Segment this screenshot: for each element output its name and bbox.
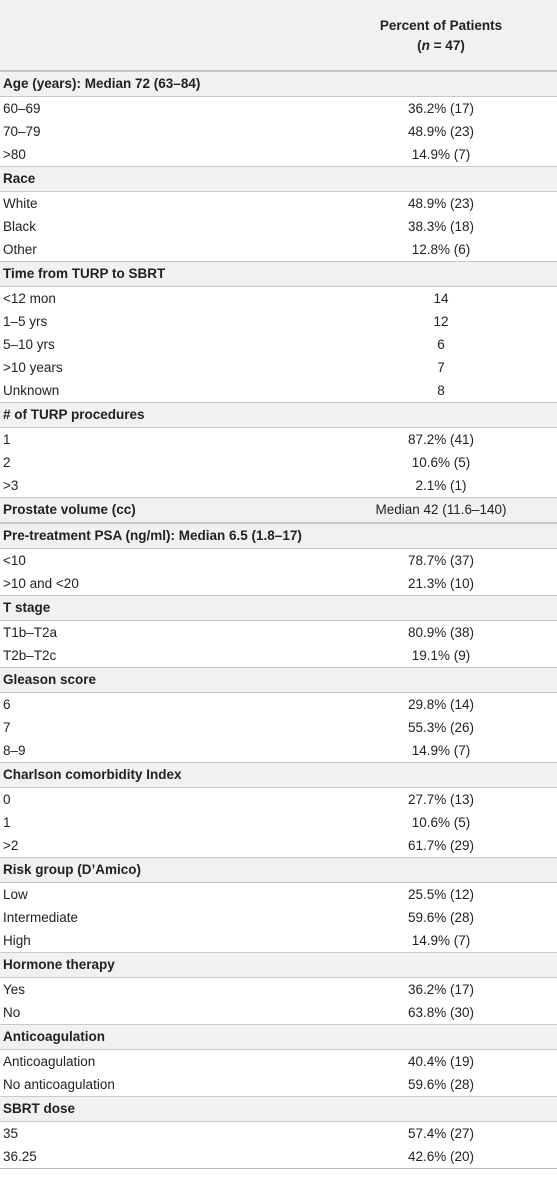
row-value: 80.9% (38) — [407, 625, 475, 640]
table-row — [0, 1073, 557, 1096]
row-value: 40.4% (19) — [407, 1054, 475, 1069]
section-title: SBRT dose — [3, 1101, 76, 1116]
table-row — [0, 215, 557, 238]
row-label: >10 and <20 — [3, 576, 79, 591]
table-row — [0, 572, 557, 595]
row-value: 7 — [437, 360, 445, 375]
row-label: <12 mon — [3, 291, 56, 306]
row-label: >10 years — [3, 360, 63, 375]
row-label: >80 — [3, 147, 26, 162]
row-value: 63.8% (30) — [407, 1005, 475, 1020]
table-row — [0, 333, 557, 356]
table-row — [0, 238, 557, 261]
section-header — [0, 497, 557, 523]
row-value: 29.8% (14) — [407, 697, 475, 712]
table-row — [0, 451, 557, 474]
row-label: No anticoagulation — [3, 1077, 115, 1092]
row-label: 70–79 — [3, 124, 41, 139]
row-label: <10 — [3, 553, 26, 568]
row-value: 27.7% (13) — [407, 792, 475, 807]
row-label: Other — [3, 242, 37, 257]
row-value: 42.6% (20) — [407, 1149, 475, 1164]
row-label: Black — [3, 219, 37, 234]
table-row — [0, 811, 557, 834]
row-value: 36.2% (17) — [407, 982, 475, 997]
section-title: Race — [3, 171, 36, 186]
row-value: 36.2% (17) — [407, 101, 475, 116]
section-header — [0, 523, 557, 549]
section-inline-value: Median 42 (11.6–140) — [375, 502, 507, 517]
row-value: 19.1% (9) — [411, 648, 471, 663]
row-label: 1 — [3, 432, 11, 447]
row-label: White — [3, 196, 38, 211]
row-label: >2 — [3, 838, 19, 853]
table-row — [0, 1001, 557, 1024]
section-header — [0, 857, 557, 883]
row-label: >3 — [3, 478, 19, 493]
section-title: Prostate volume (cc) — [3, 502, 136, 517]
row-label: 7 — [3, 720, 11, 735]
table-row — [0, 644, 557, 667]
table-row — [0, 716, 557, 739]
row-label: Yes — [3, 982, 26, 997]
open-paren: ( — [417, 38, 422, 53]
section-header — [0, 1024, 557, 1050]
section-header — [0, 1096, 557, 1122]
table-row — [0, 1145, 557, 1169]
row-label: 6 — [3, 697, 11, 712]
row-label: T1b–T2a — [3, 625, 58, 640]
table-row — [0, 621, 557, 644]
row-label: 36.25 — [3, 1149, 37, 1164]
section-header — [0, 402, 557, 428]
column-header-line1: Percent of Patients — [379, 18, 503, 33]
row-label: Unknown — [3, 383, 60, 398]
row-value: 55.3% (26) — [407, 720, 475, 735]
row-label: 8–9 — [3, 743, 26, 758]
section-header — [0, 952, 557, 978]
row-value: 48.9% (23) — [407, 196, 475, 211]
section-title: T stage — [3, 600, 51, 615]
section-header — [0, 71, 557, 97]
row-value: 6 — [437, 337, 445, 352]
row-label: 1 — [3, 815, 11, 830]
table-header — [0, 0, 557, 71]
section-header — [0, 261, 557, 287]
section-header — [0, 595, 557, 621]
row-value: 14.9% (7) — [411, 933, 471, 948]
n-label: n — [421, 38, 430, 53]
row-value: 48.9% (23) — [407, 124, 475, 139]
row-value: 12.8% (6) — [411, 242, 471, 257]
row-label: 1–5 yrs — [3, 314, 48, 329]
table-row — [0, 883, 557, 906]
table-row — [0, 97, 557, 120]
row-value: 10.6% (5) — [411, 815, 471, 830]
row-label: 2 — [3, 455, 11, 470]
table-row — [0, 1050, 557, 1073]
table-body — [0, 71, 557, 1169]
row-label: 0 — [3, 792, 11, 807]
table-row — [0, 474, 557, 497]
row-value: 12 — [433, 314, 449, 329]
row-value: 10.6% (5) — [411, 455, 471, 470]
row-value: 59.6% (28) — [407, 910, 475, 925]
table-row — [0, 549, 557, 572]
section-title: Gleason score — [3, 672, 97, 687]
table-row — [0, 356, 557, 379]
row-value: 59.6% (28) — [407, 1077, 475, 1092]
row-value: 8 — [437, 383, 445, 398]
table-row — [0, 379, 557, 402]
table-row — [0, 120, 557, 143]
table-row — [0, 428, 557, 451]
section-title: Hormone therapy — [3, 957, 115, 972]
section-title: Anticoagulation — [3, 1029, 105, 1044]
row-value: 14 — [433, 291, 449, 306]
column-header-line2 — [336, 37, 546, 55]
row-label: Intermediate — [3, 910, 79, 925]
row-value: 61.7% (29) — [407, 838, 475, 853]
row-value: 78.7% (37) — [407, 553, 475, 568]
table-row — [0, 287, 557, 310]
row-value: 2.1% (1) — [415, 478, 467, 493]
row-label: 5–10 yrs — [3, 337, 55, 352]
row-label: No — [3, 1005, 21, 1020]
row-label: Anticoagulation — [3, 1054, 96, 1069]
row-value: 14.9% (7) — [411, 147, 471, 162]
table-row — [0, 929, 557, 952]
row-label: 60–69 — [3, 101, 41, 116]
row-label: High — [3, 933, 31, 948]
table-row — [0, 192, 557, 215]
table-row — [0, 788, 557, 811]
row-label: 35 — [3, 1126, 19, 1141]
row-label: T2b–T2c — [3, 648, 57, 663]
row-value: 21.3% (10) — [407, 576, 475, 591]
row-value: 25.5% (12) — [407, 887, 475, 902]
row-value: 38.3% (18) — [407, 219, 475, 234]
row-value: 14.9% (7) — [411, 743, 471, 758]
section-title: # of TURP procedures — [3, 407, 145, 422]
section-header — [0, 667, 557, 693]
table-row — [0, 834, 557, 857]
section-title: Charlson comorbidity Index — [3, 767, 182, 782]
table-row — [0, 739, 557, 762]
table-row — [0, 1122, 557, 1145]
table-row — [0, 693, 557, 716]
row-label: Low — [3, 887, 28, 902]
row-value: 87.2% (41) — [407, 432, 475, 447]
section-header — [0, 762, 557, 788]
section-title: Pre-treatment PSA (ng/ml): Median 6.5 (1.8–17) — [3, 528, 302, 543]
table-row — [0, 978, 557, 1001]
section-title: Time from TURP to SBRT — [3, 266, 166, 281]
section-header — [0, 166, 557, 192]
n-value: = 47) — [429, 38, 465, 53]
section-title: Risk group (D’Amico) — [3, 862, 142, 877]
table-row — [0, 906, 557, 929]
row-value: 57.4% (27) — [407, 1126, 475, 1141]
table-row — [0, 143, 557, 166]
section-title: Age (years): Median 72 (63–84) — [3, 76, 201, 91]
table-row — [0, 310, 557, 333]
